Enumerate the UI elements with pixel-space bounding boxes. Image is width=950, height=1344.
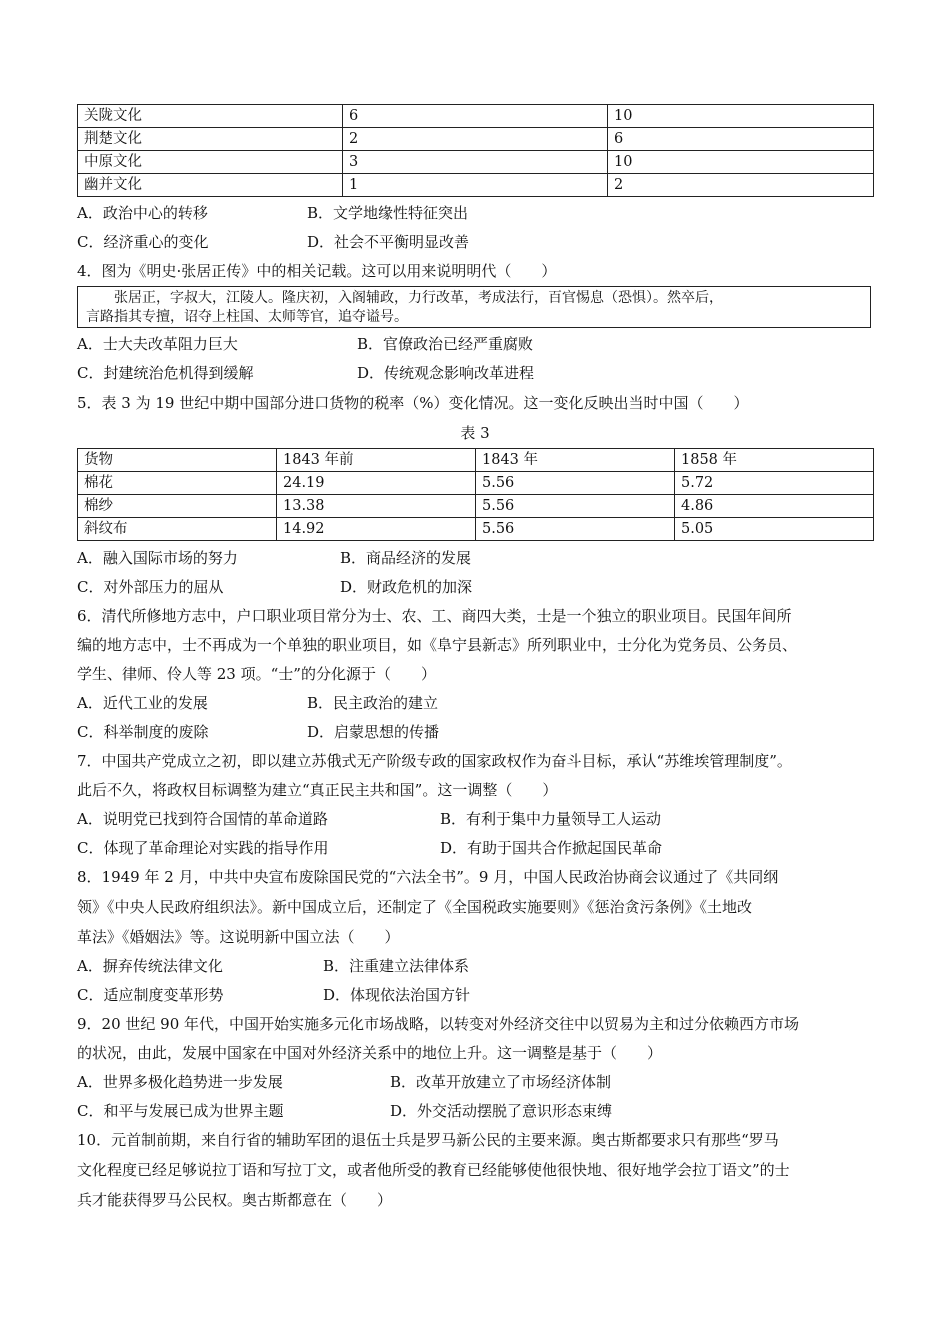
q7-option-a: A．说明党已找到符合国情的革命道路 <box>77 810 328 828</box>
q7-option-c: C．体现了革命理论对实践的指导作用 <box>77 839 329 857</box>
q9-option-d: D．外交活动摆脱了意识形态束缚 <box>390 1102 613 1120</box>
q4-quote-line: 张居正，字叔大，江陵人。隆庆初，入阁辅政，力行改革，考成法行，百官惕息（恐惧）。然卒后， <box>86 290 723 306</box>
q4-stem: 4．图为《明史·张居正传》中的相关记载。这可以用来说明明代（ ） <box>77 262 557 280</box>
q6-option-b: B．民主政治的建立 <box>307 694 439 712</box>
q8-option-a: A．摒弃传统法律文化 <box>77 957 223 975</box>
table-header-row <box>78 449 874 472</box>
table-header-cell: 1858 年 <box>675 449 874 472</box>
q6-line: 6．清代所修地方志中，户口职业项目常分为士、农、工、商四大类，士是一个独立的职业项目。民国年间所 <box>77 607 792 625</box>
table-row <box>78 174 874 197</box>
table-header-cell: 货物 <box>78 449 277 472</box>
q5-option-b: B．商品经济的发展 <box>340 549 472 567</box>
q3-option-d: D．社会不平衡明显改善 <box>307 233 470 251</box>
q8-line: 领》《中央人民政府组织法》。新中国成立后，还制定了《全国税政实施要则》《惩治贪污条例》《土地改 <box>77 898 753 916</box>
table-cell: 荆楚文化 <box>78 128 343 151</box>
table-cell: 3 <box>343 151 608 174</box>
q9-line: 的状况，由此，发展中国家在中国对外经济关系中的地位上升。这一调整是基于（ ） <box>77 1044 663 1062</box>
q9-option-c: C．和平与发展已成为世界主题 <box>77 1102 284 1120</box>
table-cell: 5.72 <box>675 472 874 495</box>
table-cell: 24.19 <box>277 472 476 495</box>
table-row <box>78 105 874 128</box>
q5-option-c: C．对外部压力的屈从 <box>77 578 224 596</box>
q10-line: 10．元首制前期，来自行省的辅助军团的退伍士兵是罗马新公民的主要来源。奥古斯都要求只有那些“罗马 <box>77 1131 779 1149</box>
q9-line: 9．20 世纪 90 年代，中国开始实施多元化市场战略，以转变对外经济交往中以贸易为主和过分依赖西方市场 <box>77 1015 800 1033</box>
table-cell: 棉花 <box>78 472 277 495</box>
q3-option-a: A．政治中心的转移 <box>77 204 208 222</box>
q7-option-b: B．有利于集中力量领导工人运动 <box>440 810 662 828</box>
q4-quote-line: 言路指其专擅，诏夺上柱国、太师等官，追夺谥号。 <box>86 309 408 325</box>
q4-quote-box <box>77 286 871 328</box>
table-cell: 棉纱 <box>78 495 277 518</box>
q8-line: 革法》《婚姻法》等。这说明新中国立法（ ） <box>77 928 400 946</box>
table-row <box>78 518 874 541</box>
q7-option-d: D．有助于国共合作掀起国民革命 <box>440 839 663 857</box>
q10-line: 兵才能获得罗马公民权。奥古斯都意在（ ） <box>77 1191 393 1209</box>
q4-option-a: A．士大夫改革阻力巨大 <box>77 335 238 353</box>
q4-option-c: C．封建统治危机得到缓解 <box>77 364 254 382</box>
q4-option-d: D．传统观念影响改革进程 <box>357 364 535 382</box>
culture-table <box>77 104 874 197</box>
table-cell: 6 <box>343 105 608 128</box>
q5-stem: 5．表 3 为 19 世纪中期中国部分进口货物的税率（%）变化情况。这一变化反映出当时中国（ ） <box>77 394 749 412</box>
table-cell: 2 <box>608 174 874 197</box>
q6-line: 编的地方志中，士不再成为一个单独的职业项目，如《阜宁县新志》所列职业中，士分化为党务员、公务员、 <box>77 636 798 654</box>
q6-option-d: D．启蒙思想的传播 <box>307 723 440 741</box>
table-cell: 14.92 <box>277 518 476 541</box>
table-header-cell: 1843 年前 <box>277 449 476 472</box>
table-cell: 2 <box>343 128 608 151</box>
table-cell: 13.38 <box>277 495 476 518</box>
table-cell: 1 <box>343 174 608 197</box>
q5-option-d: D．财政危机的加深 <box>340 578 473 596</box>
table-row <box>78 128 874 151</box>
table-row <box>78 472 874 495</box>
q9-option-a: A．世界多极化趋势进一步发展 <box>77 1073 283 1091</box>
table-cell: 5.56 <box>476 518 675 541</box>
table-cell: 6 <box>608 128 874 151</box>
q6-option-a: A．近代工业的发展 <box>77 694 208 712</box>
table-cell: 5.56 <box>476 472 675 495</box>
table-cell: 5.56 <box>476 495 675 518</box>
q4-option-b: B．官僚政治已经严重腐败 <box>357 335 534 353</box>
q7-line: 7．中国共产党成立之初，即以建立苏俄式无产阶级专政的国家政权作为奋斗目标，承认“苏维埃管理制度”。 <box>77 752 792 770</box>
table-cell: 幽并文化 <box>78 174 343 197</box>
table-caption: 表 3 <box>460 424 490 442</box>
q6-line: 学生、律师、伶人等 23 项。“士”的分化源于（ ） <box>77 665 436 683</box>
table-cell: 10 <box>608 105 874 128</box>
table-row <box>78 151 874 174</box>
q9-option-b: B．改革开放建立了市场经济体制 <box>390 1073 612 1091</box>
q6-option-c: C．科举制度的废除 <box>77 723 209 741</box>
q3-option-b: B．文学地缘性特征突出 <box>307 204 469 222</box>
table-cell: 中原文化 <box>78 151 343 174</box>
q8-option-b: B．注重建立法律体系 <box>323 957 470 975</box>
table-cell: 4.86 <box>675 495 874 518</box>
q10-line: 文化程度已经足够说拉丁语和写拉丁文，或者他所受的教育已经能够使他很快地、很好地学会拉丁语文”的士 <box>77 1161 790 1179</box>
q8-line: 8．1949 年 2 月，中共中央宣布废除国民党的“六法全书”。9 月，中国人民政治协商会议通过了《共同纲 <box>77 868 779 886</box>
q8-option-d: D．体现依法治国方针 <box>323 986 471 1004</box>
q7-line: 此后不久，将政权目标调整为建立“真正民主共和国”。这一调整（ ） <box>77 781 558 799</box>
q8-option-c: C．适应制度变革形势 <box>77 986 224 1004</box>
table-row <box>78 495 874 518</box>
q5-option-a: A．融入国际市场的努力 <box>77 549 238 567</box>
table-cell: 关陇文化 <box>78 105 343 128</box>
table-cell: 10 <box>608 151 874 174</box>
q3-option-c: C．经济重心的变化 <box>77 233 209 251</box>
table-cell: 5.05 <box>675 518 874 541</box>
table-cell: 斜纹布 <box>78 518 277 541</box>
table-header-cell: 1843 年 <box>476 449 675 472</box>
tariff-table <box>77 448 874 541</box>
